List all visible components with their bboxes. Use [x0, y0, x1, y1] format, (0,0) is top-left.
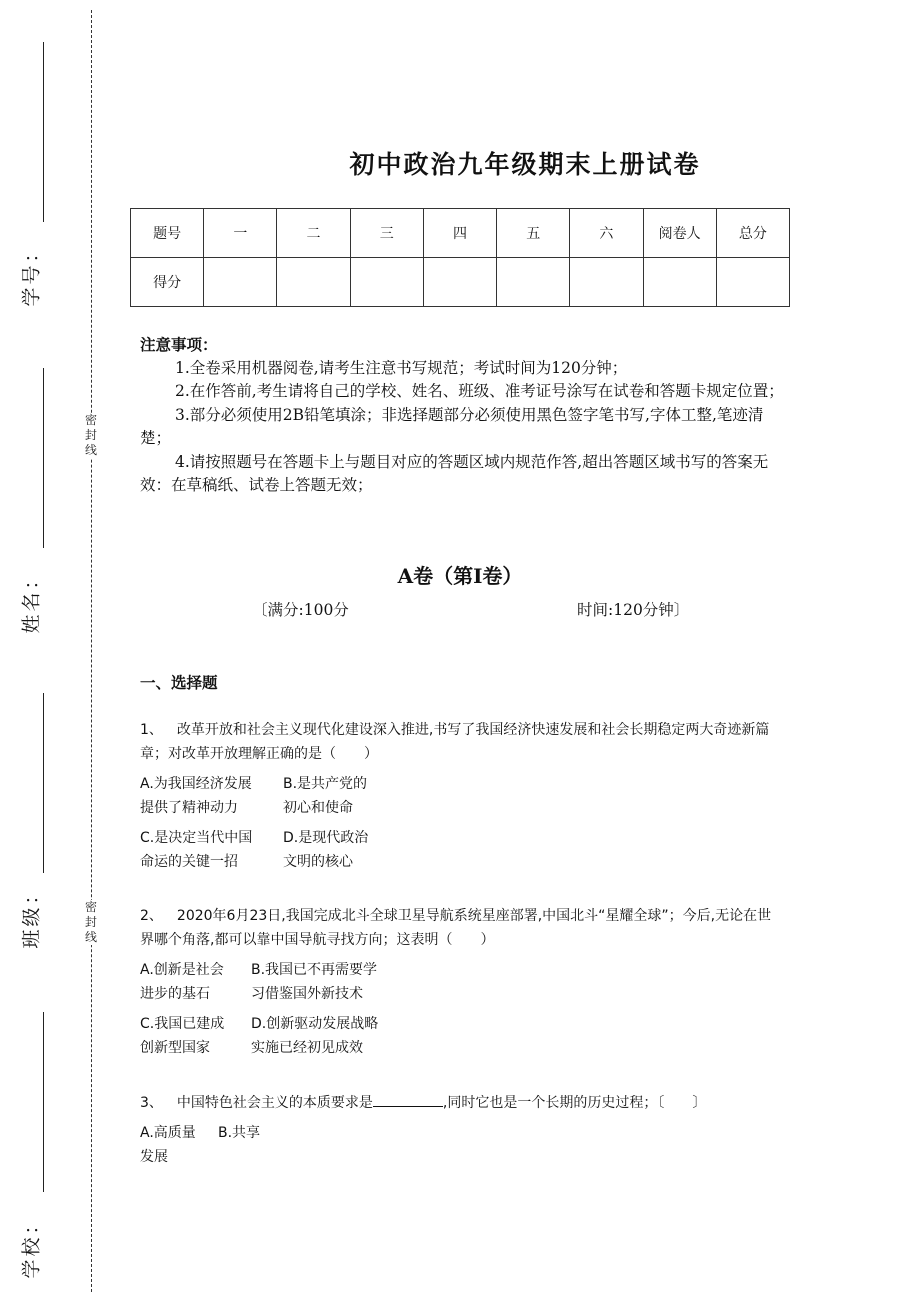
- score-table: [130, 208, 790, 307]
- header-cell-3: 三: [350, 209, 423, 258]
- binding-dashed-line: [91, 10, 92, 1292]
- option-a[interactable]: A.为我国经济发展 提供了精神动力: [140, 776, 252, 816]
- question-stem-after: ,同时它也是一个长期的历史过程；〔 〕: [442, 1095, 707, 1111]
- score-cell-3[interactable]: [350, 258, 423, 307]
- question-stem: 改革开放和社会主义现代化建设深入推进,书写了我国经济快速发展和社会长期稳定两大奇迹新篇章；对改革开放理解正确的是（ ）: [140, 722, 770, 762]
- option-b[interactable]: B.是共产党的 初心和使命: [283, 776, 368, 816]
- score-cell-grader[interactable]: [643, 258, 716, 307]
- header-cell-question-number: 题号: [131, 209, 204, 258]
- question-3: [140, 1091, 785, 1115]
- score-cell-5[interactable]: [497, 258, 570, 307]
- score-table-score-row: [131, 258, 790, 307]
- answer-blank[interactable]: [373, 1092, 443, 1107]
- class-write-line[interactable]: [43, 693, 44, 873]
- option-d[interactable]: D.创新驱动发展战略 实施已经初见成效: [251, 1016, 379, 1056]
- question-number: 3、: [140, 1095, 163, 1111]
- note-item-3: 3.部分必须使用2B铅笔填涂；非选择题部分必须使用黑色签字笔书写,字体工整,笔迹清楚；: [140, 405, 764, 447]
- option-a[interactable]: A.创新是社会 进步的基石: [140, 962, 224, 1002]
- section-heading: 一、选择题: [140, 673, 218, 692]
- option-b[interactable]: B.共享: [218, 1125, 261, 1141]
- header-cell-5: 五: [497, 209, 570, 258]
- option-c[interactable]: C.我国已建成 创新型国家: [140, 1016, 225, 1056]
- note-item-2: 2.在作答前,考生请将自己的学校、姓名、班级、准考证号涂写在试卷和答题卡规定位置；: [175, 382, 784, 400]
- notes-block: [140, 333, 785, 498]
- name-label: 姓名：: [20, 566, 43, 634]
- notes-heading: 注意事项：: [140, 335, 218, 354]
- question-number: 2、: [140, 908, 163, 924]
- score-cell-6[interactable]: [570, 258, 643, 307]
- header-cell-grader: 阅卷人: [643, 209, 716, 258]
- seal-mark-lower: 密 封 线: [84, 900, 97, 944]
- header-cell-1: 一: [204, 209, 277, 258]
- score-cell-4[interactable]: [423, 258, 496, 307]
- paper-title: A卷（第I卷）: [397, 564, 523, 588]
- header-cell-total: 总分: [716, 209, 789, 258]
- option-a[interactable]: A.高质量 发展: [140, 1125, 196, 1165]
- score-row-label: 得分: [131, 258, 204, 307]
- exam-title: 初中政治九年级期末上册试卷: [349, 150, 701, 179]
- option-c[interactable]: C.是决定当代中国 命运的关键一招: [140, 830, 253, 870]
- score-table-header-row: [131, 209, 790, 258]
- question-number: 1、: [140, 722, 163, 738]
- question-stem-before: 中国特色社会主义的本质要求是: [176, 1095, 373, 1111]
- student-id-label: 学号：: [20, 239, 43, 307]
- question-1: [140, 718, 785, 766]
- score-cell-1[interactable]: [204, 258, 277, 307]
- school-label: 学校：: [20, 1211, 43, 1279]
- option-d[interactable]: D.是现代政治 文明的核心: [283, 830, 369, 870]
- name-write-line[interactable]: [43, 368, 44, 548]
- exam-time: 时间:120分钟〕: [577, 601, 690, 619]
- score-cell-total[interactable]: [716, 258, 789, 307]
- student-id-write-line[interactable]: [43, 42, 44, 222]
- school-write-line[interactable]: [43, 1012, 44, 1192]
- score-cell-2[interactable]: [277, 258, 350, 307]
- header-cell-2: 二: [277, 209, 350, 258]
- header-cell-6: 六: [570, 209, 643, 258]
- question-2: [140, 904, 785, 952]
- note-item-1: 1.全卷采用机器阅卷,请考生注意书写规范；考试时间为120分钟；: [175, 358, 628, 377]
- seal-mark-upper: 密 封 线: [84, 413, 97, 457]
- question-stem: 2020年6月23日,我国完成北斗全球卫星导航系统星座部署,中国北斗“星耀全球”；今后,无论在世界哪个角落,都可以靠中国导航寻找方向；这表明（ ）: [140, 908, 772, 948]
- option-b[interactable]: B.我国已不再需要学 习借鉴国外新技术: [251, 962, 378, 1002]
- note-item-4: 4.请按照题号在答题卡上与题目对应的答题区域内规范作答,超出答题区域书写的答案无效：在草稿纸、试卷上答题无效；: [140, 452, 769, 494]
- class-label: 班级：: [20, 881, 43, 949]
- header-cell-4: 四: [423, 209, 496, 258]
- full-score: 〔满分:100分: [252, 601, 349, 619]
